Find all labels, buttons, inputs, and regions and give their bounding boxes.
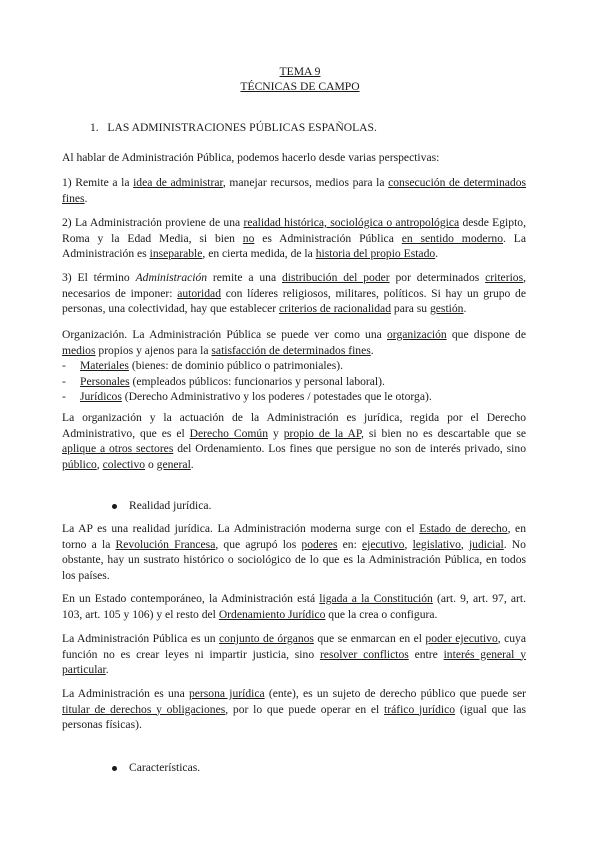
paragraph-1: 1) Remite a la idea de administrar, manejar recursos, medios para la consecución de determinados fines. — [62, 176, 527, 205]
intro-paragraph: Al hablar de Administración Pública, podemos hacerlo desde varias perspectivas: — [62, 151, 440, 164]
bullet-caracteristicas: Características. — [112, 760, 200, 776]
list-item: - Jurídicos (Derecho Administrativo y los poderes / potestades que le otorga). — [62, 390, 432, 403]
paragraph-4: Organización. La Administración Pública se puede ver como una organización que dispone de medios propios y ajenos para la satisfacción de determinados fines. - Materiales (bienes: de dominio público o patrimoniales). - Personales (empleados públicos: funcionarios y personal laboral). - Jurídicos (Derecho Administrativo y los poderes / potestades que le otorga). — [62, 328, 526, 403]
paragraph-5: La organización y la actuación de la Administración es jurídica, regida por el Derecho Administrativo, que es el Derecho Común y propio de la AP, si bien no es descartable que se aplique a otros sectores del Ordenamiento. Los fines que persigue no son de interés privado, sino público, colectivo o general. — [62, 411, 527, 471]
page-title: TÉCNICAS DE CAMPO — [240, 80, 360, 93]
paragraph-2: 2) La Administración proviene de una realidad histórica, sociológica o antropológica desde Egipto, Roma y la Edad Media, si bien no es Administración Pública en sentido moderno. La Administración es inseparable, en cierta medida, de la historia del propio Estado. — [62, 216, 527, 260]
topic-number: TEMA 9 — [279, 65, 321, 78]
list-item: - Materiales (bienes: de dominio público o patrimoniales). — [62, 359, 344, 372]
bullet-icon — [112, 766, 117, 771]
paragraph-3: 3) El término Administración remite a una distribución del poder por determinados criterios, necesarios de imponer: autoridad con líderes religiosos, militares, políticos. Si hay un grupo de personas, una colectividad, hay que establecer criterios de racionalidad para su gestión. — [62, 271, 527, 315]
paragraph-8: La Administración Pública es un conjunto de órganos que se enmarcan en el poder ejecutivo, cuya función no es crear leyes ni impartir justicia, sino resolver conflictos entre interés general y particular. — [62, 632, 527, 676]
section-title: LAS ADMINISTRACIONES PÚBLICAS ESPAÑOLAS. — [107, 121, 377, 134]
list-item: - Personales (empleados públicos: funcionarios y personal laboral). — [62, 374, 385, 388]
bullet-icon — [112, 504, 117, 509]
bullet-realidad-juridica: Realidad jurídica. — [112, 498, 211, 514]
paragraph-7: En un Estado contemporáneo, la Administración está ligada a la Constitución (art. 9, art. 97, art. 103, art. 105 y 106) y el resto del Ordenamiento Jurídico que la crea o configura. — [62, 592, 527, 621]
paragraph-6: La AP es una realidad jurídica. La Administración moderna surge con el Estado de derecho, en torno a la Revolución Francesa, que agrupó los poderes en: ejecutivo, legislativo, judicial. No obstante, hay un sustrato histórico o sociológico de lo que es la Administración Pública, en todos los países. — [62, 522, 526, 582]
paragraph-9: La Administración es una persona jurídica (ente), es un sujeto de derecho público que puede ser titular de derechos y obligaciones, por lo que puede operar en el tráfico jurídico (igual que las personas físicas). — [62, 687, 527, 731]
section-heading — [90, 120, 377, 136]
section-number: 1. — [90, 121, 99, 134]
